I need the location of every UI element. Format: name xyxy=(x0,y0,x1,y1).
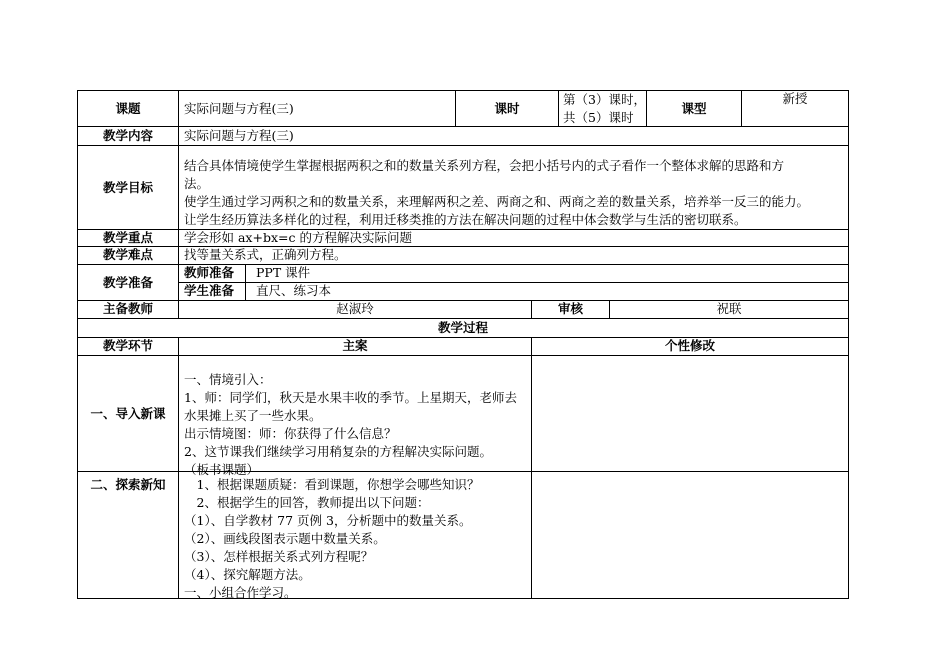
period-value-line2: 共（5）课时 xyxy=(563,110,634,125)
prep-label: 教学准备 xyxy=(102,274,153,290)
col-edit-header: 个性修改 xyxy=(664,338,715,353)
section2-line: （4）、探究解题方法。 xyxy=(184,567,311,582)
goals-label: 教学目标 xyxy=(102,179,153,195)
review-value: 祝联 xyxy=(716,301,742,316)
col-line xyxy=(531,337,532,599)
key-point-label: 教学重点 xyxy=(102,229,153,245)
lead-teacher-value: 赵淑玲 xyxy=(336,301,374,316)
section2-line: 一、小组合作学习。 xyxy=(184,585,297,600)
period-value-line1: 第（3）课时， xyxy=(563,92,646,107)
topic-value: 实际问题与方程(三) xyxy=(184,100,294,116)
section2-text xyxy=(184,476,529,598)
col-line xyxy=(178,90,179,318)
type-value: 新授 xyxy=(782,91,808,106)
section2-line: （3）、怎样根据关系式列方程呢？ xyxy=(184,549,374,564)
section1-line: 一、情境引入： xyxy=(184,372,272,387)
section1-line: （板书课题） xyxy=(184,462,260,477)
type-label: 课型 xyxy=(681,100,707,116)
section2-line: （1）、自学教材 77 页例 3，分析题中的数量关系。 xyxy=(184,513,472,528)
section1-label: 一、导入新课 xyxy=(90,405,166,421)
process-title: 教学过程 xyxy=(437,319,488,335)
review-label: 审核 xyxy=(557,301,583,316)
key-point-value: 学会形如 ax+bx=c 的方程解决实际问题 xyxy=(184,229,412,245)
section1-line: 1、师：同学们，秋天是水果丰收的季节。上星期天，老师去 xyxy=(184,390,517,405)
col-plan-header: 主案 xyxy=(342,338,368,353)
section1-line: 出示情境图：师：你获得了什么信息？ xyxy=(184,426,397,441)
difficulty-value: 找等量关系式，正确列方程。 xyxy=(184,247,347,262)
goals-line: 法。 xyxy=(184,176,210,191)
section2-line: 1、根据课题质疑：看到课题，你想学会哪些知识？ xyxy=(184,477,480,492)
lead-teacher-label: 主备教师 xyxy=(102,301,153,316)
goals-text xyxy=(184,157,846,229)
content-value: 实际问题与方程(三) xyxy=(184,128,294,143)
section2-line: 2、根据学生的回答，教师提出以下问题： xyxy=(184,495,430,510)
difficulty-label: 教学难点 xyxy=(102,247,153,262)
goals-line: 结合具体情境使学生掌握根据两积之和的数量关系列方程，会把小括号内的式子看作一个整体求解的思路和方 xyxy=(184,158,785,173)
section1-line: 水果摊上买了一些水果。 xyxy=(184,408,322,423)
goals-line: 让学生经历算法多样化的过程，利用迁移类推的方法在解决问题的过程中体会数学与生活的密切联系。 xyxy=(184,212,747,227)
teacher-prep-label: 教师准备 xyxy=(184,265,235,280)
section2-label: 二、探索新知 xyxy=(90,477,166,492)
section1-text xyxy=(184,371,529,477)
content-label: 教学内容 xyxy=(102,128,153,143)
period-value xyxy=(563,91,647,126)
teacher-prep-value: PPT 课件 xyxy=(256,265,311,280)
goals-line: 使学生通过学习两积之和的数量关系，来理解两积之差、两商之和、两商之差的数量关系，培养举一反三的能力。 xyxy=(184,194,810,209)
row-line xyxy=(77,355,849,356)
period-label: 课时 xyxy=(494,100,520,116)
col-line xyxy=(178,337,179,599)
table-border-right xyxy=(848,90,849,599)
topic-label: 课题 xyxy=(115,100,141,116)
col-stage-header: 教学环节 xyxy=(102,338,153,353)
section2-line: （2）、画线段图表示题中数量关系。 xyxy=(184,531,386,546)
col-line xyxy=(558,90,559,126)
student-prep-value: 直尺、练习本 xyxy=(256,283,332,298)
student-prep-label: 学生准备 xyxy=(184,283,235,298)
row-line xyxy=(77,145,849,146)
section1-line: 2、这节课我们继续学习用稍复杂的方程解决实际问题。 xyxy=(184,444,492,459)
